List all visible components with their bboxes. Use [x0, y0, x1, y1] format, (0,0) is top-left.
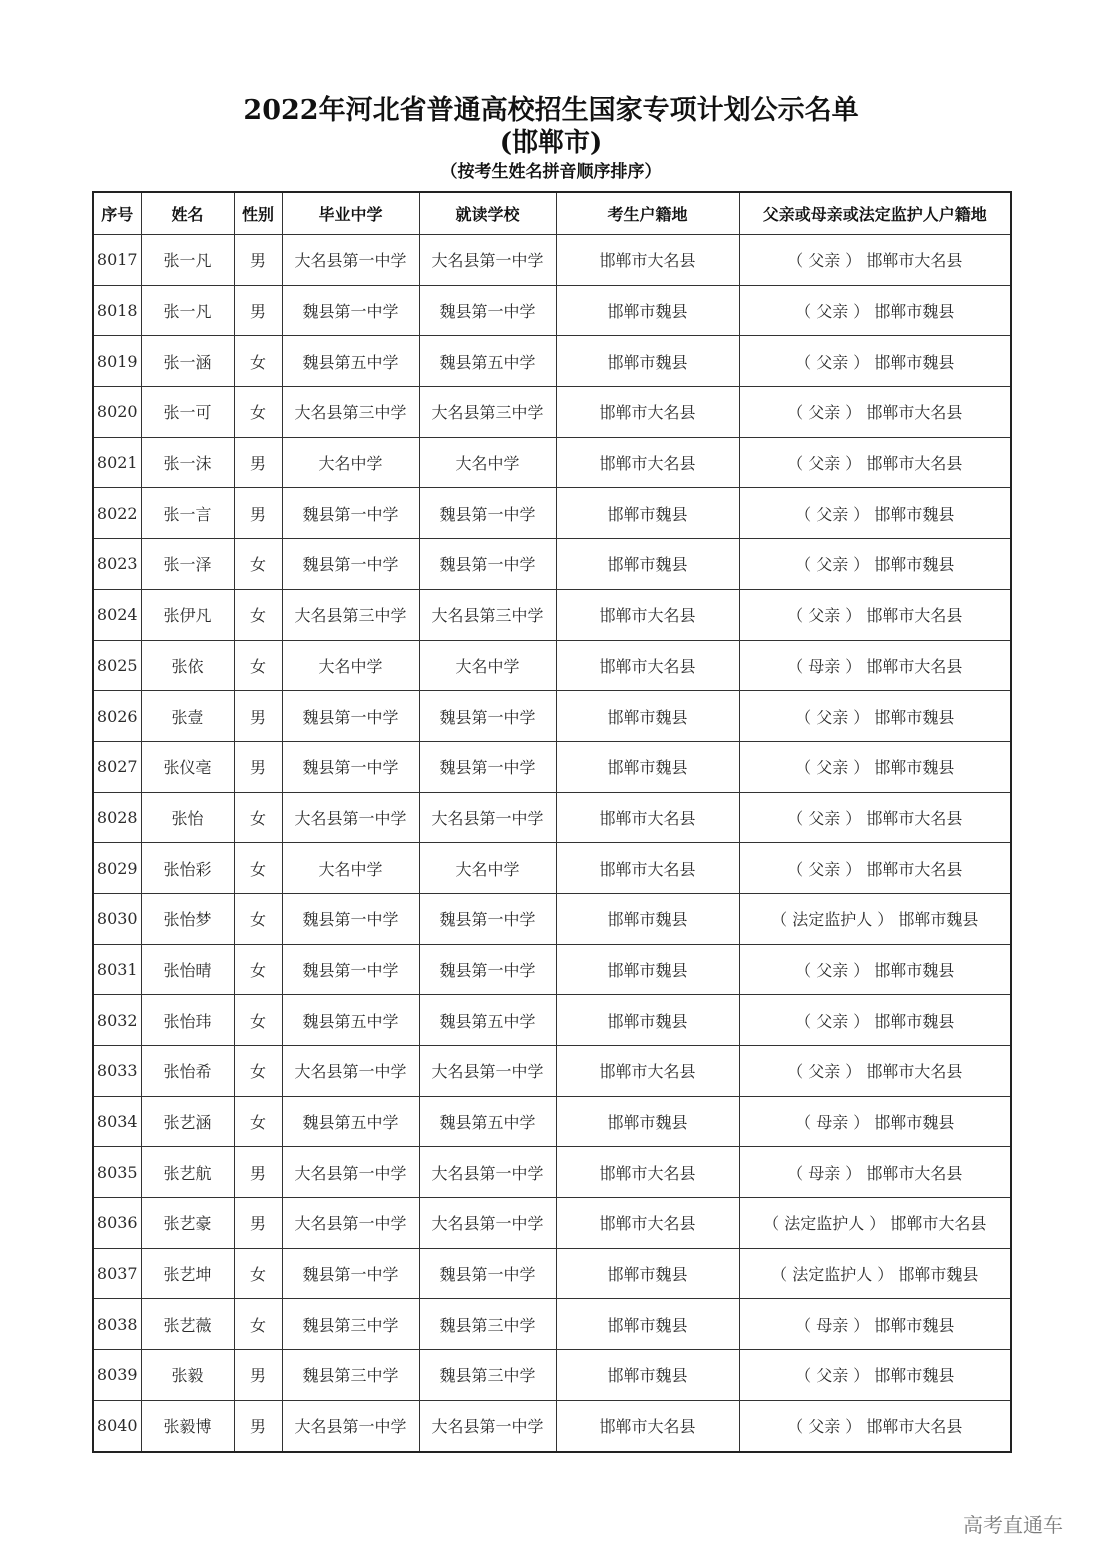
cell-gender: 女	[234, 589, 282, 640]
table-row	[93, 741, 1011, 792]
cell-id: 8022	[93, 488, 141, 539]
cell-current-school: 魏县第一中学	[419, 691, 556, 742]
cell-gender: 女	[234, 336, 282, 387]
cell-grad-school: 魏县第一中学	[282, 893, 419, 944]
cell-name: 张毅	[141, 1350, 234, 1401]
cell-grad-school: 大名县第一中学	[282, 1400, 419, 1451]
cell-residence: 邯郸市大名县	[556, 1198, 739, 1249]
cell-gender: 女	[234, 843, 282, 894]
cell-name: 张一可	[141, 387, 234, 438]
cell-gender: 男	[234, 741, 282, 792]
cell-id: 8024	[93, 589, 141, 640]
cell-grad-school: 大名中学	[282, 437, 419, 488]
cell-grad-school: 魏县第三中学	[282, 1350, 419, 1401]
table-row	[93, 437, 1011, 488]
cell-residence: 邯郸市魏县	[556, 1299, 739, 1350]
cell-gender: 女	[234, 1299, 282, 1350]
cell-guardian-residence: （ 父亲 ） 邯郸市魏县	[739, 741, 1011, 792]
cell-id: 8021	[93, 437, 141, 488]
cell-gender: 男	[234, 1350, 282, 1401]
cell-name: 张怡希	[141, 1046, 234, 1097]
cell-grad-school: 大名县第一中学	[282, 1046, 419, 1097]
table-row	[93, 387, 1011, 438]
table-row	[93, 589, 1011, 640]
cell-residence: 邯郸市魏县	[556, 944, 739, 995]
cell-current-school: 魏县第一中学	[419, 944, 556, 995]
cell-current-school: 大名县第三中学	[419, 387, 556, 438]
cell-name: 张一泽	[141, 539, 234, 590]
table-row	[93, 235, 1011, 286]
cell-guardian-residence: （ 法定监护人 ） 邯郸市魏县	[739, 1248, 1011, 1299]
cell-grad-school: 大名县第三中学	[282, 387, 419, 438]
table-row	[93, 995, 1011, 1046]
cell-current-school: 大名中学	[419, 437, 556, 488]
header-gender: 性别	[234, 192, 282, 235]
cell-residence: 邯郸市大名县	[556, 843, 739, 894]
table-row	[93, 1248, 1011, 1299]
cell-id: 8026	[93, 691, 141, 742]
header-guardian-residence: 父亲或母亲或法定监护人户籍地	[739, 192, 1011, 235]
table-row	[93, 336, 1011, 387]
cell-guardian-residence: （ 母亲 ） 邯郸市魏县	[739, 1299, 1011, 1350]
cell-grad-school: 魏县第一中学	[282, 741, 419, 792]
cell-residence: 邯郸市魏县	[556, 1350, 739, 1401]
cell-residence: 邯郸市魏县	[556, 995, 739, 1046]
cell-guardian-residence: （ 父亲 ） 邯郸市大名县	[739, 437, 1011, 488]
cell-grad-school: 魏县第一中学	[282, 285, 419, 336]
cell-gender: 男	[234, 1400, 282, 1451]
cell-id: 8033	[93, 1046, 141, 1097]
cell-grad-school: 魏县第一中学	[282, 539, 419, 590]
cell-grad-school: 大名中学	[282, 640, 419, 691]
cell-grad-school: 魏县第一中学	[282, 1248, 419, 1299]
cell-residence: 邯郸市魏县	[556, 539, 739, 590]
cell-name: 张伊凡	[141, 589, 234, 640]
cell-current-school: 大名县第一中学	[419, 792, 556, 843]
cell-guardian-residence: （ 母亲 ） 邯郸市魏县	[739, 1096, 1011, 1147]
cell-current-school: 大名县第一中学	[419, 1400, 556, 1451]
cell-guardian-residence: （ 父亲 ） 邯郸市魏县	[739, 488, 1011, 539]
cell-residence: 邯郸市大名县	[556, 589, 739, 640]
cell-residence: 邯郸市大名县	[556, 437, 739, 488]
cell-guardian-residence: （ 法定监护人 ） 邯郸市魏县	[739, 893, 1011, 944]
cell-gender: 男	[234, 285, 282, 336]
cell-current-school: 魏县第一中学	[419, 1248, 556, 1299]
cell-name: 张仪亳	[141, 741, 234, 792]
cell-name: 张艺航	[141, 1147, 234, 1198]
cell-current-school: 大名中学	[419, 843, 556, 894]
watermark: 高考直通车	[963, 1513, 1063, 1537]
cell-name: 张依	[141, 640, 234, 691]
cell-gender: 女	[234, 995, 282, 1046]
cell-id: 8023	[93, 539, 141, 590]
cell-current-school: 魏县第五中学	[419, 1096, 556, 1147]
cell-grad-school: 魏县第五中学	[282, 1096, 419, 1147]
cell-grad-school: 魏县第一中学	[282, 691, 419, 742]
cell-name: 张一涵	[141, 336, 234, 387]
document-title: 2022年河北省普通高校招生国家专项计划公示名单	[243, 95, 859, 126]
cell-id: 8028	[93, 792, 141, 843]
table-row	[93, 640, 1011, 691]
header-residence: 考生户籍地	[556, 192, 739, 235]
cell-gender: 女	[234, 792, 282, 843]
cell-name: 张怡梦	[141, 893, 234, 944]
cell-current-school: 魏县第一中学	[419, 488, 556, 539]
cell-id: 8034	[93, 1096, 141, 1147]
cell-id: 8032	[93, 995, 141, 1046]
cell-residence: 邯郸市魏县	[556, 893, 739, 944]
cell-name: 张艺豪	[141, 1198, 234, 1249]
cell-residence: 邯郸市魏县	[556, 488, 739, 539]
cell-name: 张壹	[141, 691, 234, 742]
header-current-school: 就读学校	[419, 192, 556, 235]
cell-guardian-residence: （ 父亲 ） 邯郸市魏县	[739, 539, 1011, 590]
cell-name: 张一凡	[141, 285, 234, 336]
cell-gender: 男	[234, 488, 282, 539]
cell-grad-school: 大名县第一中学	[282, 792, 419, 843]
cell-residence: 邯郸市魏县	[556, 741, 739, 792]
cell-id: 8025	[93, 640, 141, 691]
cell-gender: 女	[234, 1096, 282, 1147]
cell-guardian-residence: （ 父亲 ） 邯郸市魏县	[739, 995, 1011, 1046]
cell-gender: 女	[234, 539, 282, 590]
cell-guardian-residence: （ 父亲 ） 邯郸市大名县	[739, 589, 1011, 640]
cell-gender: 女	[234, 1046, 282, 1097]
roster-table	[92, 191, 1012, 1453]
cell-residence: 邯郸市魏县	[556, 336, 739, 387]
cell-id: 8038	[93, 1299, 141, 1350]
cell-name: 张毅博	[141, 1400, 234, 1451]
cell-guardian-residence: （ 父亲 ） 邯郸市魏县	[739, 1350, 1011, 1401]
header-id: 序号	[93, 192, 141, 235]
cell-id: 8040	[93, 1400, 141, 1451]
cell-current-school: 大名中学	[419, 640, 556, 691]
table-row	[93, 1147, 1011, 1198]
cell-grad-school: 魏县第一中学	[282, 488, 419, 539]
table-row	[93, 539, 1011, 590]
cell-current-school: 魏县第一中学	[419, 893, 556, 944]
cell-gender: 女	[234, 640, 282, 691]
cell-grad-school: 魏县第三中学	[282, 1299, 419, 1350]
cell-gender: 女	[234, 893, 282, 944]
cell-name: 张艺坤	[141, 1248, 234, 1299]
header-grad-school: 毕业中学	[282, 192, 419, 235]
cell-current-school: 大名县第一中学	[419, 1198, 556, 1249]
cell-grad-school: 大名县第一中学	[282, 1198, 419, 1249]
cell-guardian-residence: （ 父亲 ） 邯郸市大名县	[739, 235, 1011, 286]
cell-gender: 女	[234, 387, 282, 438]
cell-guardian-residence: （ 母亲 ） 邯郸市大名县	[739, 640, 1011, 691]
cell-grad-school: 大名县第一中学	[282, 235, 419, 286]
cell-id: 8027	[93, 741, 141, 792]
cell-id: 8035	[93, 1147, 141, 1198]
header-row	[93, 192, 1011, 235]
cell-grad-school: 大名县第一中学	[282, 1147, 419, 1198]
cell-gender: 男	[234, 1147, 282, 1198]
cell-guardian-residence: （ 父亲 ） 邯郸市大名县	[739, 843, 1011, 894]
cell-id: 8037	[93, 1248, 141, 1299]
cell-current-school: 魏县第一中学	[419, 741, 556, 792]
document-subtitle: （按考生姓名拼音顺序排序）	[440, 162, 662, 182]
cell-residence: 邯郸市魏县	[556, 1096, 739, 1147]
cell-grad-school: 魏县第五中学	[282, 336, 419, 387]
document-city: (邯郸市)	[499, 128, 603, 158]
cell-guardian-residence: （ 父亲 ） 邯郸市大名县	[739, 792, 1011, 843]
cell-guardian-residence: （ 父亲 ） 邯郸市大名县	[739, 1046, 1011, 1097]
table-row	[93, 285, 1011, 336]
table-row	[93, 1299, 1011, 1350]
roster-body	[93, 235, 1011, 1452]
cell-guardian-residence: （ 父亲 ） 邯郸市魏县	[739, 691, 1011, 742]
cell-current-school: 大名县第一中学	[419, 1147, 556, 1198]
table-row	[93, 1400, 1011, 1451]
table-row	[93, 1046, 1011, 1097]
cell-gender: 女	[234, 944, 282, 995]
table-row	[93, 944, 1011, 995]
cell-grad-school: 大名县第三中学	[282, 589, 419, 640]
cell-gender: 女	[234, 1248, 282, 1299]
table-row	[93, 691, 1011, 742]
cell-name: 张怡晴	[141, 944, 234, 995]
cell-id: 8031	[93, 944, 141, 995]
cell-id: 8017	[93, 235, 141, 286]
cell-guardian-residence: （ 父亲 ） 邯郸市大名县	[739, 387, 1011, 438]
cell-guardian-residence: （ 父亲 ） 邯郸市魏县	[739, 285, 1011, 336]
cell-guardian-residence: （ 父亲 ） 邯郸市大名县	[739, 1400, 1011, 1451]
cell-residence: 邯郸市魏县	[556, 691, 739, 742]
cell-id: 8039	[93, 1350, 141, 1401]
cell-guardian-residence: （ 母亲 ） 邯郸市大名县	[739, 1147, 1011, 1198]
cell-current-school: 魏县第一中学	[419, 539, 556, 590]
cell-name: 张怡	[141, 792, 234, 843]
table-row	[93, 1096, 1011, 1147]
cell-guardian-residence: （ 父亲 ） 邯郸市魏县	[739, 336, 1011, 387]
cell-residence: 邯郸市大名县	[556, 640, 739, 691]
cell-name: 张艺涵	[141, 1096, 234, 1147]
cell-gender: 男	[234, 437, 282, 488]
cell-gender: 男	[234, 235, 282, 286]
cell-current-school: 魏县第三中学	[419, 1350, 556, 1401]
cell-name: 张怡彩	[141, 843, 234, 894]
cell-name: 张一沫	[141, 437, 234, 488]
cell-id: 8036	[93, 1198, 141, 1249]
cell-current-school: 魏县第三中学	[419, 1299, 556, 1350]
cell-residence: 邯郸市大名县	[556, 1147, 739, 1198]
cell-name: 张一言	[141, 488, 234, 539]
cell-current-school: 魏县第五中学	[419, 336, 556, 387]
cell-residence: 邯郸市大名县	[556, 1046, 739, 1097]
cell-grad-school: 魏县第五中学	[282, 995, 419, 1046]
cell-name: 张艺薇	[141, 1299, 234, 1350]
table-row	[93, 1198, 1011, 1249]
cell-residence: 邯郸市大名县	[556, 1400, 739, 1451]
cell-id: 8029	[93, 843, 141, 894]
table-row	[93, 488, 1011, 539]
cell-residence: 邯郸市大名县	[556, 792, 739, 843]
cell-grad-school: 大名中学	[282, 843, 419, 894]
cell-grad-school: 魏县第一中学	[282, 944, 419, 995]
cell-id: 8018	[93, 285, 141, 336]
table-row	[93, 1350, 1011, 1401]
cell-name: 张怡玮	[141, 995, 234, 1046]
cell-current-school: 大名县第三中学	[419, 589, 556, 640]
header-name: 姓名	[141, 192, 234, 235]
table-row	[93, 792, 1011, 843]
cell-gender: 男	[234, 1198, 282, 1249]
cell-guardian-residence: （ 法定监护人 ） 邯郸市大名县	[739, 1198, 1011, 1249]
cell-guardian-residence: （ 父亲 ） 邯郸市魏县	[739, 944, 1011, 995]
cell-current-school: 魏县第一中学	[419, 285, 556, 336]
cell-id: 8020	[93, 387, 141, 438]
table-row	[93, 843, 1011, 894]
cell-current-school: 大名县第一中学	[419, 1046, 556, 1097]
table-row	[93, 893, 1011, 944]
cell-current-school: 魏县第五中学	[419, 995, 556, 1046]
cell-residence: 邯郸市魏县	[556, 285, 739, 336]
cell-residence: 邯郸市大名县	[556, 387, 739, 438]
cell-current-school: 大名县第一中学	[419, 235, 556, 286]
cell-gender: 男	[234, 691, 282, 742]
cell-residence: 邯郸市魏县	[556, 1248, 739, 1299]
cell-name: 张一凡	[141, 235, 234, 286]
cell-id: 8019	[93, 336, 141, 387]
cell-residence: 邯郸市大名县	[556, 235, 739, 286]
cell-id: 8030	[93, 893, 141, 944]
